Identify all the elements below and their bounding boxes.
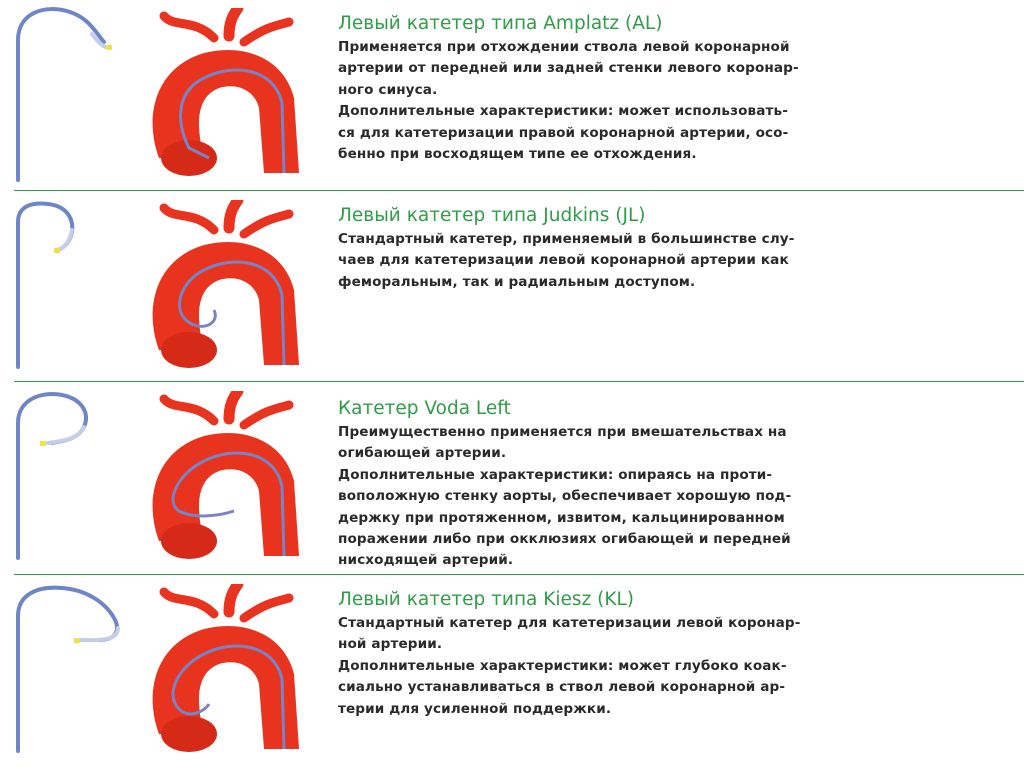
description-line: воположную стенку аорты, обеспечивает хорошую под-	[338, 488, 792, 505]
description-line: сиально устанавливаться в ствол левой коронарной ар-	[338, 679, 786, 696]
description-line: поражении либо при окклюзиях огибающей и передней	[338, 531, 791, 548]
judkins-text-block	[338, 204, 898, 293]
kiesz-catheter-icon	[8, 576, 128, 756]
section-divider	[14, 574, 1024, 575]
description-line: Преимущественно применяется при вмешательствах на	[338, 424, 787, 440]
section-divider	[14, 381, 1024, 382]
voda-left-text-block	[338, 397, 898, 572]
aortic-arch-icon	[134, 391, 314, 571]
description-line: ся для катетеризации правой коронарной артерии, осо-	[338, 124, 789, 141]
description-line: чаев для катетеризации левой коронарной артерии как	[338, 252, 789, 269]
description-line: нисходящей артерий.	[338, 552, 514, 569]
description-line: ной артерии.	[338, 636, 443, 653]
description-line: Стандартный катетер для катетеризации левой коронар-	[338, 615, 801, 631]
section-title: Левый катетер типа Judkins (JL)	[338, 205, 646, 226]
section-divider	[14, 190, 1024, 191]
description-line: Дополнительные характеристики: опираясь на проти-	[338, 466, 773, 483]
judkins-catheter-icon	[8, 192, 118, 372]
catheter-section-amplatz	[0, 0, 1024, 190]
description-line: Дополнительные характеристики: может использовать-	[338, 103, 788, 120]
section-title: Катетер Voda Left	[338, 398, 511, 419]
section-title: Левый катетер типа Amplatz (AL)	[338, 13, 663, 34]
description-line: терии для усиленной поддержки.	[338, 700, 612, 717]
voda-left-catheter-icon	[8, 383, 118, 563]
description-line: артерии от передней или задней стенки левого коронар-	[338, 60, 799, 77]
catheter-section-voda-left	[0, 383, 1024, 571]
catheter-section-judkins	[0, 192, 1024, 380]
aortic-arch-icon	[134, 584, 314, 764]
kiesz-text-block	[338, 588, 898, 720]
description-line: огибающей артерии.	[338, 445, 507, 462]
description-line: бенно при восходящем типе ее отхождения.	[338, 146, 697, 163]
aortic-arch-icon	[134, 8, 314, 188]
description-line: феморальным, так и радиальным доступом.	[338, 273, 696, 290]
catheter-section-kiesz	[0, 576, 1024, 766]
description-line: ного синуса.	[338, 81, 438, 98]
amplatz-catheter-icon	[8, 0, 118, 185]
description-line: Дополнительные характеристики: может глубоко коак-	[338, 657, 787, 674]
section-title: Левый катетер типа Kiesz (KL)	[338, 589, 635, 610]
description-line: Стандартный катетер, применяемый в большинстве слу-	[338, 231, 795, 247]
description-line: держку при протяженном, извитом, кальцинированном	[338, 509, 785, 526]
aortic-arch-icon	[134, 200, 314, 380]
description-line: Применяется при отхождении ствола левой коронарной	[338, 39, 790, 55]
amplatz-text-block	[338, 12, 898, 165]
